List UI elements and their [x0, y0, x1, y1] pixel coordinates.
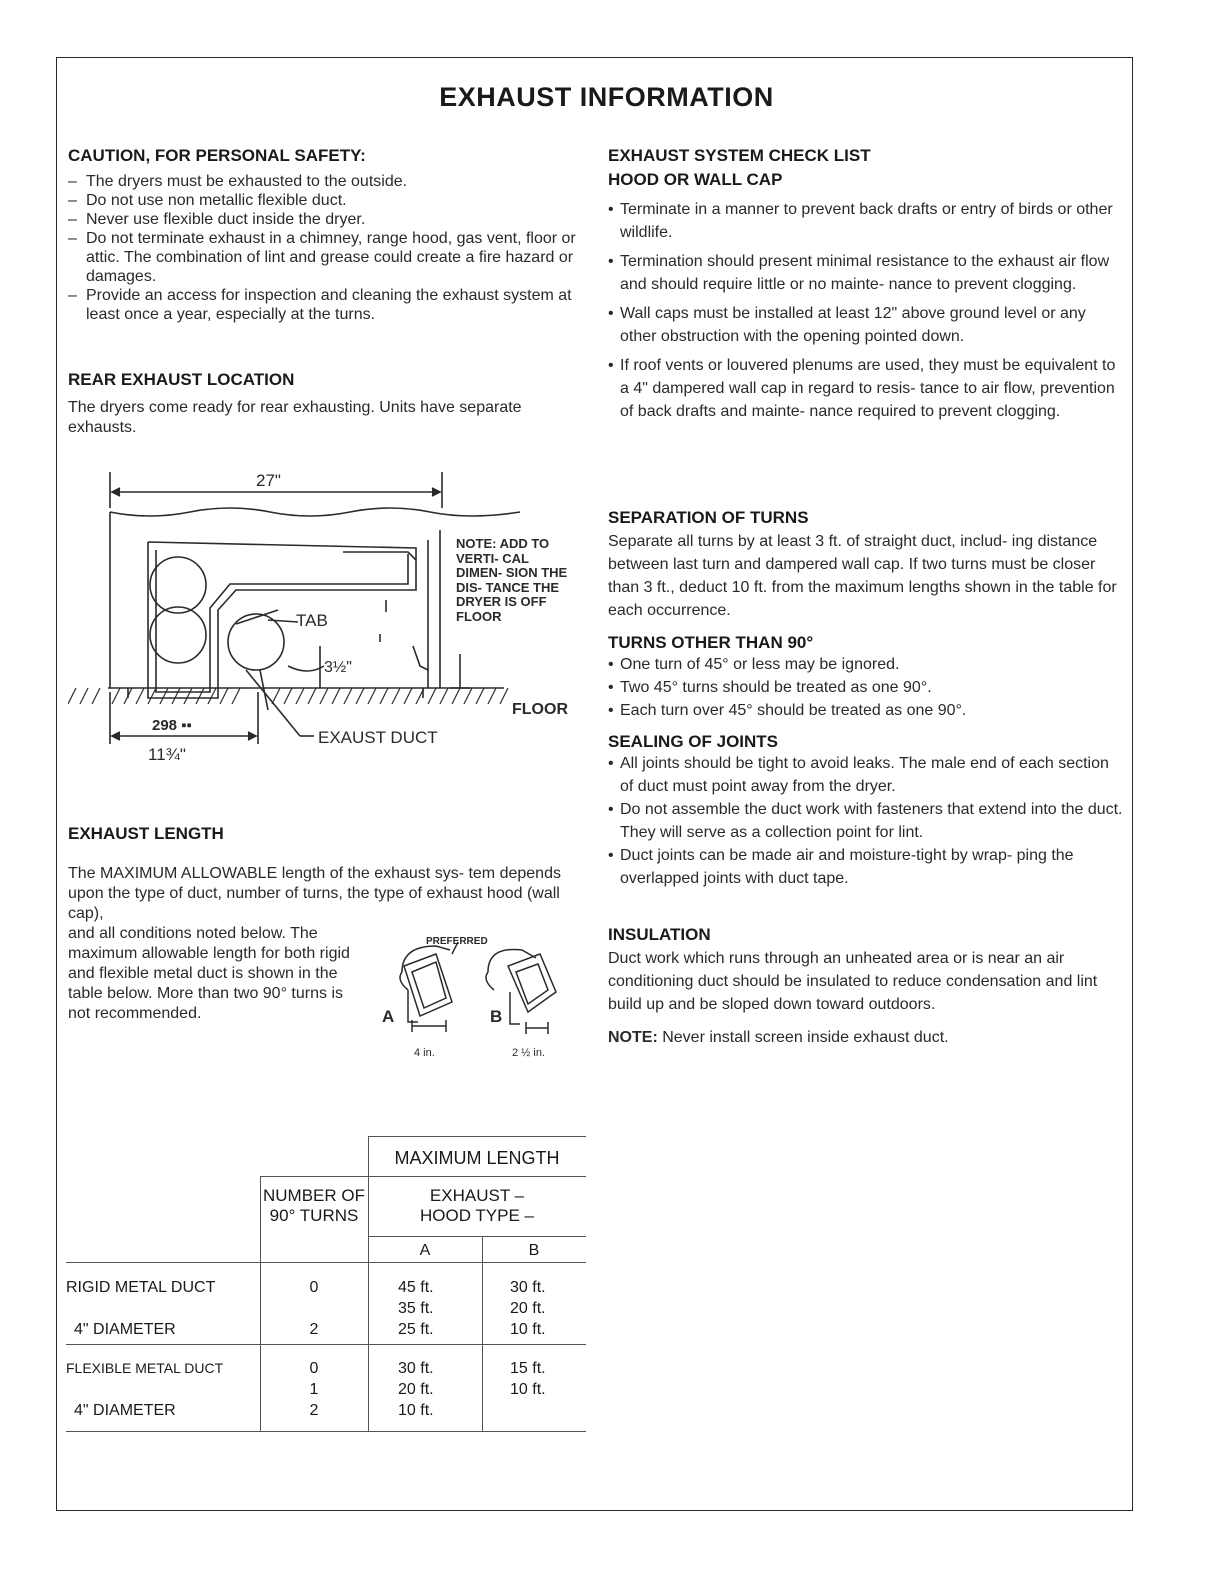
checklist-item: • If roof vents or louvered plenums are used, they must be equivalent to a 4" dampered wall cap in regard to resis- tance to air flow, prevention of back drafts and mainte- nance required to prevent clogging. [608, 354, 1124, 423]
caution-list [68, 172, 588, 324]
checklist-item: • Termination should present minimal resistance to the exhaust air flow and should require little or no mainte- nance to prevent clogging. [608, 250, 1124, 296]
table-cell: 10 ft. [398, 1402, 434, 1419]
table-cell: 20 ft. [510, 1300, 546, 1317]
caution-item: – Provide an access for inspection and cleaning the exhaust system at least once a year, especially at the turns. [68, 286, 588, 324]
flex-diameter: 4" DIAMETER [74, 1402, 176, 1419]
rigid-label: RIGID METAL DUCT [66, 1279, 216, 1296]
col-a-header: A [419, 1242, 431, 1259]
rigid-turns-0: 0 [309, 1279, 319, 1296]
caution-item: – Never use flexible duct inside the dryer. [68, 210, 588, 229]
insulation-text: Duct work which runs through an unheated area or is near an air conditioning duct should be insulated to reduce condensation and lint build up and be sloped down toward outdoors. [608, 950, 1098, 1013]
hood-illustration [368, 932, 580, 1064]
checklist-heading: EXHAUST SYSTEM CHECK LIST [608, 146, 871, 165]
checklist-section [608, 146, 1124, 429]
table-cell: 0 [309, 1360, 319, 1377]
caution-item: – The dryers must be exhausted to the outside. [68, 172, 588, 191]
duct-label: EXAUST DUCT [318, 728, 438, 747]
width-label: 27" [256, 471, 281, 490]
flex-b [510, 1358, 546, 1400]
separation-text: Separate all turns by at least 3 ft. of straight duct, includ- ing distance between last turn and dampered wall cap. If two turns must be closer than 3 ft., deduct 10 ft. from the maximum lengths shown in the table for each occurrence. [608, 533, 1117, 619]
note-paragraph [608, 1026, 1124, 1049]
divider [368, 1236, 586, 1237]
table-cell: 30 ft. [510, 1279, 546, 1296]
sealing-item: • Do not assemble the duct work with fasteners that extend into the duct. They will serve as a collection point for lint. [608, 798, 1124, 844]
rigid-b [510, 1277, 546, 1340]
checklist-list [608, 198, 1124, 423]
turns-section [608, 633, 1124, 722]
caution-heading: CAUTION, FOR PERSONAL SAFETY: [68, 146, 366, 165]
floor-label: FLOOR [512, 701, 568, 718]
rear-text: The dryers come ready for rear exhausting. Units have separate exhausts. [68, 399, 522, 436]
hood-b-size: 2 ½ in. [512, 1047, 546, 1059]
mm-label: 298 ▪▪ [152, 717, 192, 734]
divider [260, 1176, 586, 1177]
turns-item: • Each turn over 45° should be treated as one 90°. [608, 699, 1124, 722]
hood-a-label: A [382, 1007, 395, 1026]
sealing-list [608, 752, 1124, 890]
turns-list [608, 653, 1124, 722]
sealing-item: • All joints should be tight to avoid leaks. The male end of each section of duct must point away from the dryer. [608, 752, 1124, 798]
table-cell: 35 ft. [398, 1300, 434, 1317]
flex-a [398, 1358, 434, 1421]
caution-section [68, 146, 588, 324]
sealing-section [608, 732, 1124, 890]
table-cell: 25 ft. [398, 1321, 434, 1338]
tab-label: TAB [296, 611, 328, 630]
table-cell: 1 [309, 1381, 319, 1398]
insulation-section [608, 925, 1124, 1049]
insulation-heading: INSULATION [608, 925, 711, 944]
table-cell: 10 ft. [510, 1381, 546, 1398]
divider [368, 1136, 586, 1137]
hood-heading: HOOD OR WALL CAP [608, 170, 783, 189]
rigid-diameter: 4" DIAMETER [74, 1321, 176, 1338]
table-cell: 20 ft. [398, 1381, 434, 1398]
diagram-note: NOTE: ADD TO VERTI- CAL DIMEN- SION THE DIS- TANCE THE DRYER IS OFF FLOOR [456, 536, 568, 624]
turns-item: • One turn of 45° or less may be ignored. [608, 653, 1124, 676]
table-cell: 15 ft. [510, 1360, 546, 1377]
preferred-label: PREFERRED [426, 936, 488, 947]
page-title: EXHAUST INFORMATION [439, 82, 774, 112]
sealing-item: • Duct joints can be made air and moisture-tight by wrap- ping the overlapped joints with duct tape. [608, 844, 1124, 890]
caution-item: – Do not use non metallic flexible duct. [68, 191, 588, 210]
caution-item: – Do not terminate exhaust in a chimney, range hood, gas vent, floor or attic. The combination of lint and grease could create a fire hazard or damages. [68, 229, 588, 286]
divider [368, 1136, 369, 1432]
max-length-header: MAXIMUM LENGTH [394, 1148, 560, 1168]
col-b-header: B [528, 1242, 540, 1259]
exhaust-header: EXHAUST – HOOD TYPE – [420, 1186, 534, 1225]
length-table [66, 1136, 586, 1432]
divider [482, 1236, 483, 1432]
table-cell: 30 ft. [398, 1360, 434, 1377]
divider [66, 1262, 586, 1263]
height-label: 3½" [324, 659, 352, 676]
hood-b-label: B [490, 1007, 503, 1026]
flex-turns [260, 1358, 368, 1421]
divider [66, 1431, 586, 1432]
note-text: Never install screen inside exhaust duct. [657, 1029, 949, 1046]
rigid-turns-2: 2 [309, 1321, 319, 1338]
turns-header: NUMBER OF 90° TURNS [263, 1186, 365, 1225]
rear-heading: REAR EXHAUST LOCATION [68, 370, 295, 389]
sealing-heading: SEALING OF JOINTS [608, 732, 779, 751]
separation-heading: SEPARATION OF TURNS [608, 508, 809, 527]
length-heading: EXHAUST LENGTH [68, 824, 224, 843]
table-cell: 45 ft. [398, 1279, 434, 1296]
turns-item: • Two 45° turns should be treated as one 90°. [608, 676, 1124, 699]
flex-label: FLEXIBLE METAL DUCT [66, 1360, 224, 1376]
divider [66, 1344, 586, 1345]
checklist-item: • Wall caps must be installed at least 12" above ground level or any other obstruction with the opening pointed down. [608, 302, 1124, 348]
inch-label: 11¾" [148, 745, 186, 764]
rigid-a [398, 1277, 434, 1340]
hood-a-size: 4 in. [414, 1047, 435, 1059]
length-text1: The MAXIMUM ALLOWABLE length of the exhaust sys- tem depends upon the type of duct, number of turns, the type of exhaust hood (wall cap), [68, 865, 561, 922]
checklist-item: • Terminate in a manner to prevent back drafts or entry of birds or other wildlife. [608, 198, 1124, 244]
note-label: NOTE: [608, 1029, 658, 1046]
rear-section [68, 370, 568, 438]
table-cell: 2 [309, 1402, 319, 1419]
length-text2: and all conditions noted below. The maximum allowable length for both rigid and flexible metal duct is shown in the table below. More than two 90° turns is not recommended. [68, 925, 350, 1022]
turns-heading: TURNS OTHER THAN 90° [608, 633, 814, 652]
table-cell: 10 ft. [510, 1321, 546, 1338]
separation-section [608, 508, 1124, 622]
